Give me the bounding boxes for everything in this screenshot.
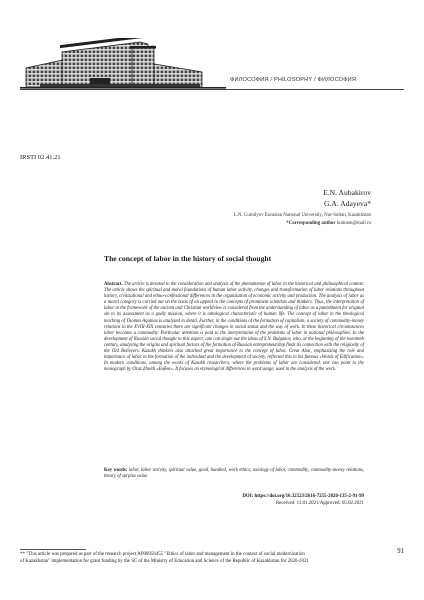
page-number: 91 bbox=[397, 548, 404, 555]
keywords bbox=[104, 468, 364, 480]
corresponding-label: *Corresponding author bbox=[286, 220, 336, 226]
header-rule bbox=[20, 89, 404, 90]
footnote: ** "This article was prepared as part of the research project AP08956455 "Ethics of labor and management in the context of social modernization of Kazakhstan" implementation for grant funding by the SC of the Ministry of Education and Science of the Republic of Kazakhstan for 2020-2021 bbox=[20, 552, 309, 565]
doi-link[interactable]: https://doi.org/10.32523/2616-7255-2020-135-2-91-99 bbox=[254, 494, 364, 499]
abstract-text: The article is devoted to the consideration and analysis of the phenomenon of labor in the historical and philosophical context. The article shows the spiritual and moral foundations of human labor activity, changes and transformation of labor relations throughout history, civilizational and ethno-confessional differences in the organization of economic activity and production. The analysis of labor as a moral category is carried out on the basis of an appeal to the concepts of prominent scientists and thinkers. Thus, the interpretation of labor in the framework of the ancient and Christian worldview is considered from the understanding of labor as a punishment for original sin to its assessment as a godly mission, where it is ontological characteristic of human life. The concept of labor in the theological teaching of Thomas Aquinas is analyzed in detail. Further, in the conditions of the formation of capitalism, a society of commodity-money relations in the XVIII-XIX centuries there are significant changes in social status and the way of work. In these historical circumstances labor becomes a commodity. Particular attention is paid to the interpretation of the problems of labor in national philosophies. In the development of Russian social thought in this aspect, one can single out the ideas of S.N. Bulgakov, who, at the beginning of the twentieth century, analyzing the origins and spiritual factors of the formation of Russian entrepreneurship finds its connection with the religiosity of the Old Believers. Kazakh thinkers also attached great importance to the concept of labor. Great Abai, emphasizing the role and importance of labor in the formation of the individual and the development of society, reflected this in his famous «Words of Edification». In modern conditions, among the works of Kazakh researchers, where the problems of labor are considered, one can point to the monograph by Oraz Zholdi «Eңбек». It focuses on etymological differences in word usage, used in the analysis of the work. bbox=[104, 282, 365, 373]
journal-section-heading: ФИЛОСОФИЯ / PHILOSOPHY / ФИЛОСОФИЯ bbox=[230, 77, 357, 83]
irsti-code: IRSTI 02.41.21 bbox=[20, 154, 61, 161]
corresponding-email[interactable]: kumaon@mail.ru bbox=[336, 220, 371, 226]
abstract-label: Abstract. bbox=[104, 282, 123, 287]
abstract bbox=[104, 282, 364, 373]
affiliation: L.N. Gumilyov Eurasian National University, Nur-Sultan, Kazakhstan bbox=[233, 213, 371, 218]
received-dates: Received: 11.01.2021/Approved: 05.02.2021 bbox=[275, 500, 364, 506]
doi-block bbox=[242, 494, 364, 508]
article-title: The concept of labor in the history of social thought bbox=[104, 254, 272, 263]
keywords-label: Key words: bbox=[104, 468, 128, 473]
affiliation-block bbox=[234, 212, 371, 227]
keywords-text: labor, labor activity, spiritual value, good, handled, work ethics, axiology of labor, commodity, commodity-money relations, theory of surplus value. bbox=[104, 468, 365, 480]
corresponding-author bbox=[234, 220, 371, 228]
author-list bbox=[323, 187, 371, 209]
footnote-rule bbox=[20, 549, 86, 550]
author-name: G.A. Adayeva* bbox=[323, 199, 371, 208]
author-name: E.N. Aubakirov bbox=[323, 188, 371, 197]
doi-label: DOI: bbox=[242, 494, 254, 499]
university-building-logo bbox=[20, 38, 226, 90]
